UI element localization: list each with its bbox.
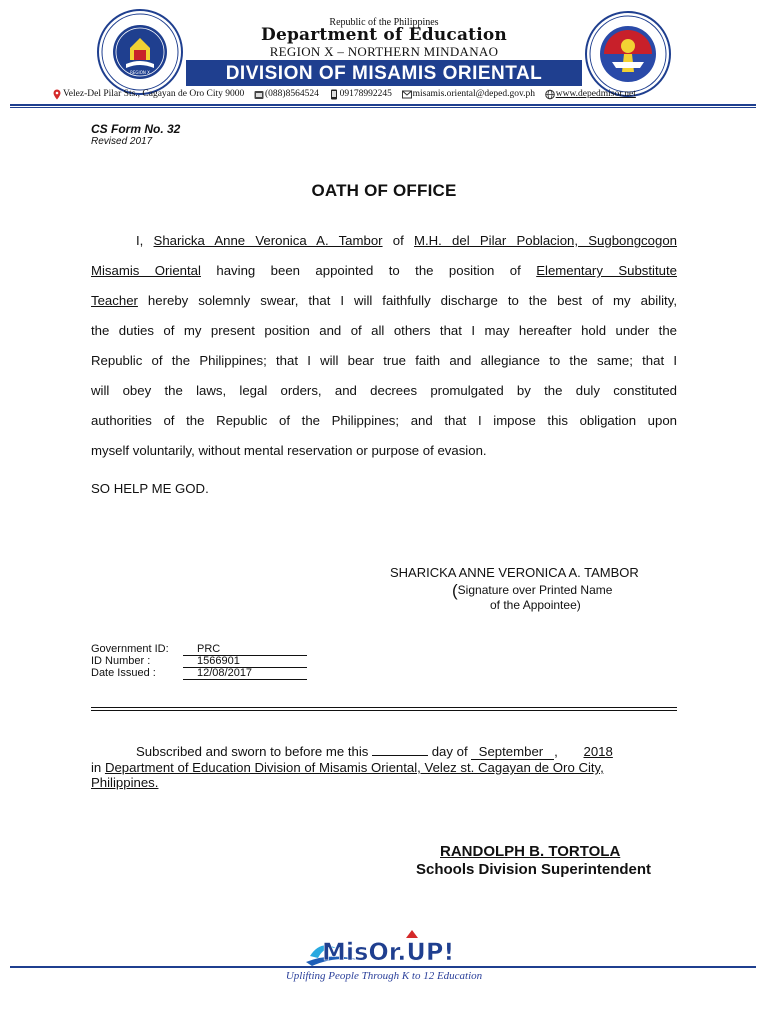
contact-website: www.depedmisor.net <box>555 89 636 99</box>
republic-label: Republic of the Philippines <box>329 17 439 28</box>
date-issued-row <box>91 667 307 680</box>
oath-line-5: Republic of the Philippines; that I will bear true faith and allegiance to the same; that I <box>91 353 677 368</box>
jurat-day-blank <box>372 744 428 756</box>
form-revision: Revised 2017 <box>91 136 153 147</box>
jurat-place-2: Philippines. <box>91 775 159 790</box>
region-name: REGION X – NORTHERN MINDANAO <box>269 44 499 59</box>
oath-pronoun: I, <box>136 233 144 248</box>
deped-division-seal <box>96 8 184 96</box>
department-name: Department of Education <box>261 25 507 45</box>
location-pin-icon <box>52 89 62 100</box>
jurat-line-1: Subscribed and sworn to before me this day of September , 2018 <box>136 744 613 759</box>
contact-bar <box>52 86 732 102</box>
svg-text:REGION X: REGION X <box>130 70 150 75</box>
oath-closing: SO HELP ME GOD. <box>91 481 209 496</box>
header-rule <box>10 104 756 106</box>
position-title-2: Teacher <box>91 293 138 308</box>
id-number-label: ID Number : <box>91 655 151 667</box>
oath-line-7: authorities of the Republic of the Philippines; and that I impose this obligation upon <box>91 413 677 428</box>
oath-line-4: the duties of my present position and of all others that I may hereafter hold under the <box>91 323 677 338</box>
oath-line-8: myself voluntarily, without mental reservation or purpose of evasion. <box>91 443 487 458</box>
official-title: Schools Division Superintendent <box>416 861 652 878</box>
oath-line-2 <box>91 263 677 279</box>
date-issued-label: Date Issued : <box>91 667 156 679</box>
appointee-address-1: M.H. del Pilar Poblacion, Sugbongcogon <box>414 233 677 248</box>
id-number-value: 1566901 <box>183 655 307 668</box>
appointee-address-2: Misamis Oriental <box>91 263 201 278</box>
division-banner: DIVISION OF MISAMIS ORIENTAL <box>186 60 582 86</box>
jurat-line-3 <box>91 775 677 790</box>
date-issued-value: 12/08/2017 <box>183 667 307 680</box>
gov-id-label: Government ID: <box>91 643 169 655</box>
official-name: RANDOLPH B. TORTOLA <box>440 843 621 860</box>
telephone-icon <box>254 89 264 100</box>
contact-telephone: (088)8564524 <box>265 89 319 99</box>
contact-mobile: 09178992245 <box>339 89 392 99</box>
header-rule-thin <box>10 107 756 108</box>
jurat-day-label: day of <box>431 744 468 759</box>
section-divider-2 <box>91 710 677 711</box>
oath-line-6: will obey the laws, legal orders, and decrees promulgated by the duly constituted <box>91 383 677 398</box>
gov-id-value: PRC <box>183 643 307 656</box>
globe-icon <box>545 89 555 100</box>
signature-caption: (Signature over Printed Name <box>452 581 613 600</box>
signature-caption-2: of the Appointee) <box>490 598 581 612</box>
form-number: CS Form No. 32 <box>91 122 181 136</box>
email-icon <box>402 89 412 100</box>
mobile-phone-icon <box>329 89 339 100</box>
footer-rule <box>10 966 756 968</box>
svg-text:MisOr.UP!: MisOr.UP! <box>322 938 455 966</box>
oath-line-3 <box>91 293 677 309</box>
contact-email: misamis.oriental@deped.gov.ph <box>412 89 535 99</box>
section-divider <box>91 707 677 708</box>
misor-up-logo <box>300 926 468 970</box>
appointee-printed-name: SHARICKA ANNE VERONICA A. TAMBOR <box>390 565 639 580</box>
jurat-sworn-text: Subscribed and sworn to before me this <box>136 744 369 759</box>
oath-swear-text: hereby solemnly swear, that I will faithfully discharge to the best of my ability, <box>147 293 677 308</box>
oath-line-1 <box>91 233 677 249</box>
jurat-line-2: in Department of Education Division of Misamis Oriental, Velez st. Cagayan de Oro City, <box>91 760 604 775</box>
position-title-1: Elementary Substitute <box>536 263 677 278</box>
oath-of-word: of <box>392 233 404 248</box>
contact-address: Velez-Del Pilar Sts., Cagayan de Oro City 9000 <box>63 89 245 99</box>
appointee-name-inline: Sharicka Anne Veronica A. Tambor <box>153 233 383 248</box>
footer-tagline: Uplifting People Through K to 12 Education <box>285 970 483 982</box>
jurat-year: 2018 <box>583 744 613 759</box>
oath-appointed-text: having been appointed to the position of <box>216 263 521 278</box>
document-title: OATH OF OFFICE <box>311 181 457 200</box>
jurat-month: September <box>471 744 554 760</box>
deped-national-seal <box>584 10 672 98</box>
jurat-place-1: Department of Education Division of Misamis Oriental, Velez st. Cagayan de Oro City, <box>104 760 604 775</box>
